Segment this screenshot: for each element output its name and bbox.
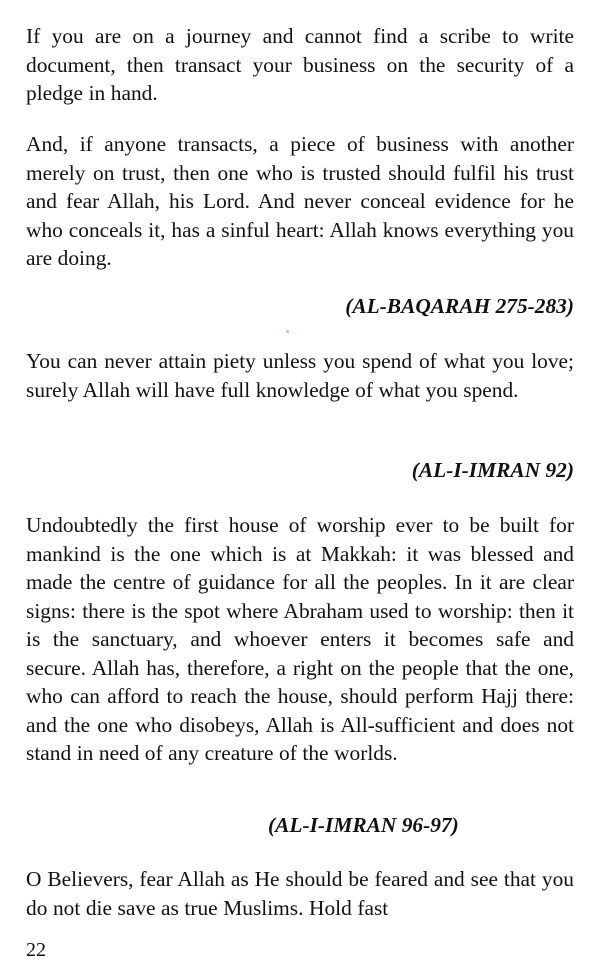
reference-al-i-imran-92: (AL-I-IMRAN 92) xyxy=(411,458,574,482)
reference-al-baqarah: (AL-BAQARAH 275-283) xyxy=(345,294,574,318)
paragraph-trust: And, if anyone transacts, a piece of business with another merely on trust, then one who is trusted should fulfil his trust and fear Allah, his Lord. And never conceal evidence for he who conceals it, has a sinful heart: Allah knows everything you are doing. xyxy=(26,132,574,270)
reference-al-i-imran-96-97: (AL-I-IMRAN 96-97) xyxy=(268,813,459,837)
paragraph-pledge: If you are on a journey and cannot find a scribe to write document, then transact your business on the security of a pledge in hand. xyxy=(26,24,574,105)
paragraph-house-of-worship: Undoubtedly the first house of worship ever to be built for mankind is the one which is at Makkah: it was blessed and made the centre of guidance for all the peoples. In it are clear signs: there is the spot where Abraham used to worship: then it is the sanctuary, and whoever enters it becomes safe and secure. Allah has, therefore, a right on the people that the one, who can afford to reach the house, should perform Hajj there: and the one who disobeys, Allah is All-sufficient and does not stand in need of any creature of the worlds. xyxy=(26,513,574,765)
paragraph-piety: You can never attain piety unless you spend of what you love; surely Allah will have full knowledge of what you spend. xyxy=(26,349,574,402)
print-speck xyxy=(286,330,289,333)
page-number: 22 xyxy=(26,939,46,961)
paragraph-believers: O Believers, fear Allah as He should be feared and see that you do not die save as true Muslims. Hold fast xyxy=(26,867,574,920)
